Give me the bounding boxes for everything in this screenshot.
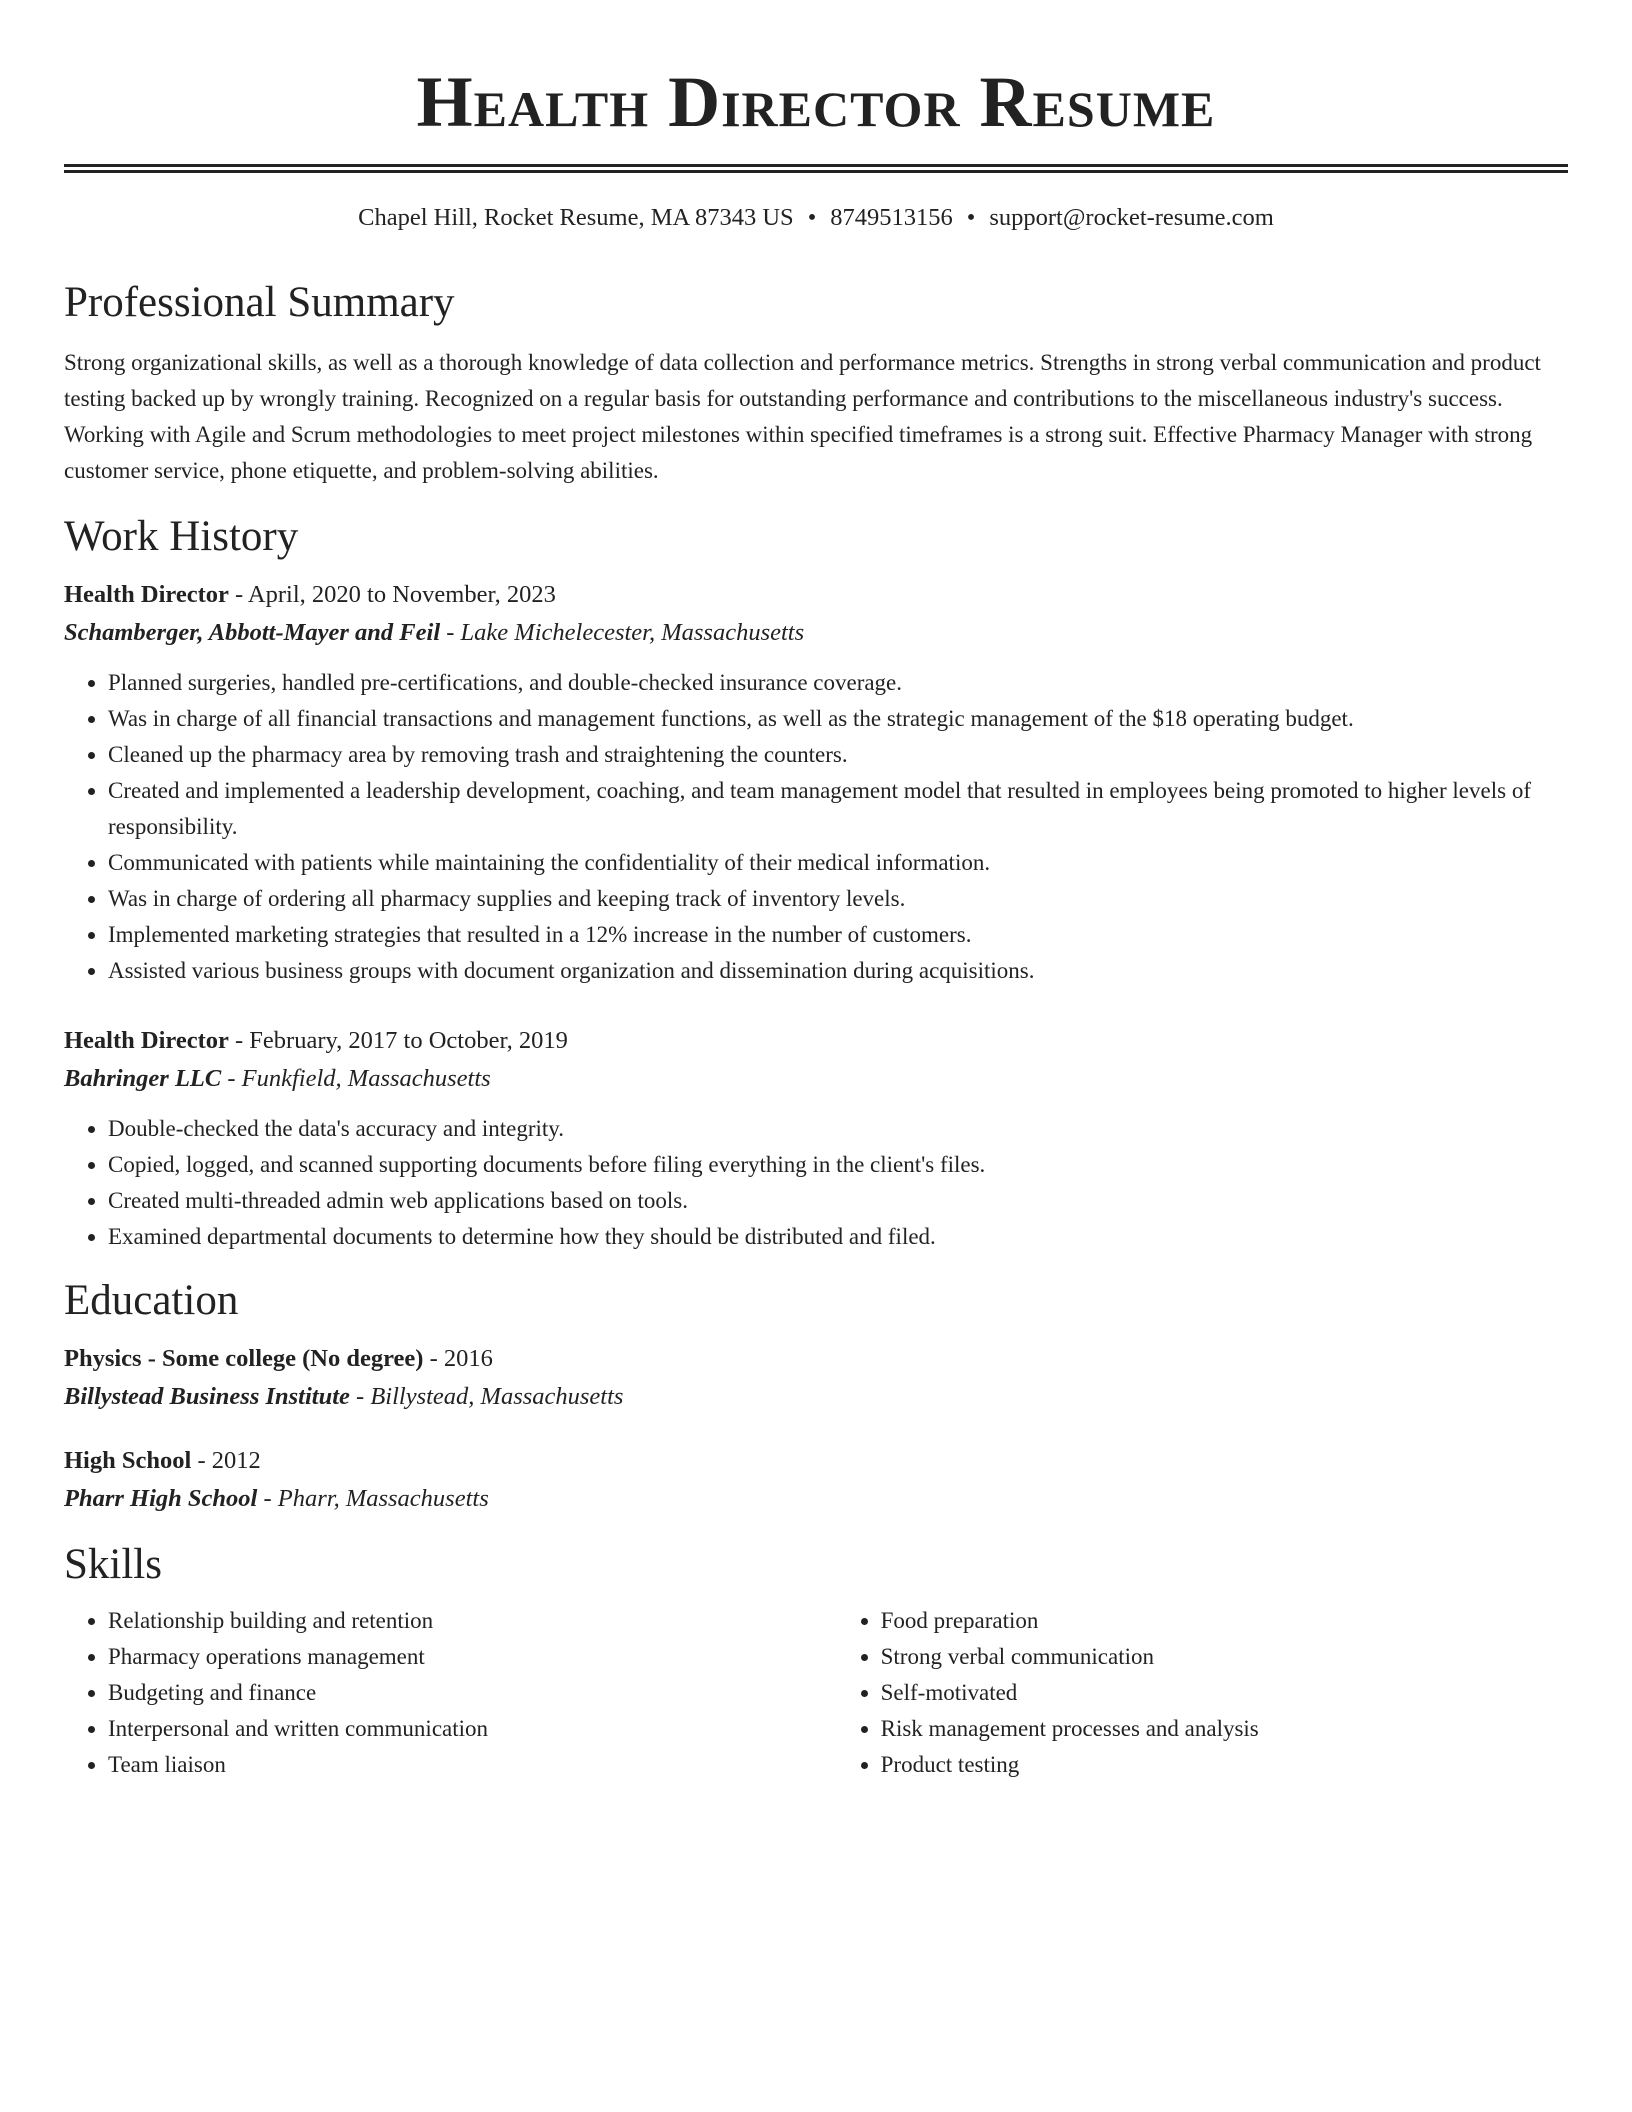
title-double-rule xyxy=(64,164,1568,173)
education-school: Billystead Business Institute xyxy=(64,1383,350,1410)
education-degree: Physics - Some college (No degree) xyxy=(64,1345,424,1372)
job-bullets xyxy=(64,1111,1568,1255)
job-dates: - February, 2017 to October, 2019 xyxy=(228,1027,568,1054)
education-year: - 2016 xyxy=(423,1345,493,1372)
job-company: Bahringer LLC xyxy=(64,1065,222,1092)
job-bullet: • Cleaned up the pharmacy area by removing trash and straightening the counters. xyxy=(108,737,1568,773)
education-entry xyxy=(64,1341,1568,1417)
education-year: - 2012 xyxy=(191,1447,261,1474)
resume-title: Health Director Resume xyxy=(416,62,1216,142)
job-entry xyxy=(64,577,1568,989)
job-bullet: • Assisted various business groups with document organization and dissemination during acquisitions. xyxy=(108,953,1568,989)
job-title: Health Director xyxy=(64,1027,229,1054)
job-bullet: • Planned surgeries, handled pre-certifications, and double-checked insurance coverage. xyxy=(108,665,1568,701)
job-location: - Lake Michelecester, Massachusetts xyxy=(440,619,805,646)
skill-item: • Food preparation xyxy=(881,1603,1568,1639)
job-heading xyxy=(64,577,1568,613)
skill-item: • Strong verbal communication xyxy=(881,1639,1568,1675)
job-bullet: • Double-checked the data's accuracy and integrity. xyxy=(108,1111,1568,1147)
skill-item: • Relationship building and retention xyxy=(108,1603,837,1639)
job-bullet: • Examined departmental documents to determine how they should be distributed and filed. xyxy=(108,1219,1568,1255)
job-title: Health Director xyxy=(64,581,229,608)
job-location: - Funkfield, Massachusetts xyxy=(221,1065,491,1092)
education-location: - Pharr, Massachusetts xyxy=(257,1485,489,1512)
contact-email: support@rocket-resume.com xyxy=(989,204,1274,231)
job-bullet: • Was in charge of all financial transactions and management functions, as well as the strategic management of the $18 operating budget. xyxy=(108,701,1568,737)
job-entry xyxy=(64,1023,1568,1255)
contact-address: Chapel Hill, Rocket Resume, MA 87343 US xyxy=(358,204,794,231)
job-dates: - April, 2020 to November, 2023 xyxy=(228,581,556,608)
section-heading-summary: Professional Summary xyxy=(64,279,455,326)
contact-line xyxy=(64,201,1568,235)
skills-columns xyxy=(64,1603,1568,1783)
skill-item: • Product testing xyxy=(881,1747,1568,1783)
skills-list-left xyxy=(64,1603,837,1783)
section-heading-education: Education xyxy=(64,1277,239,1324)
education-degree: High School xyxy=(64,1447,192,1474)
skill-item: • Risk management processes and analysis xyxy=(881,1711,1568,1747)
job-bullet: • Implemented marketing strategies that resulted in a 12% increase in the number of customers. xyxy=(108,917,1568,953)
job-company: Schamberger, Abbott-Mayer and Feil xyxy=(64,619,441,646)
job-bullet: • Communicated with patients while maintaining the confidentiality of their medical information. xyxy=(108,845,1568,881)
education-heading xyxy=(64,1341,1568,1377)
summary-paragraph: Strong organizational skills, as well as a thorough knowledge of data collection and performance metrics. Strengths in strong verbal communication and product testing backed up by wrongly training. Recognized on a regular basis for outstanding performance and contributions to the miscellaneous industry's success. Working with Agile and Scrum methodologies to meet project milestones within specified timeframes is a strong suit. Effective Pharmacy Manager with strong customer service, phone etiquette, and problem-solving abilities. xyxy=(64,350,1541,483)
section-heading-work: Work History xyxy=(64,513,299,560)
job-bullet: • Was in charge of ordering all pharmacy supplies and keeping track of inventory levels. xyxy=(108,881,1568,917)
skill-item: • Pharmacy operations management xyxy=(108,1639,837,1675)
job-bullet: • Created and implemented a leadership development, coaching, and team management model that resulted in employees being promoted to higher levels of responsibility. xyxy=(108,773,1568,845)
education-heading xyxy=(64,1443,1568,1479)
skill-item: • Self-motivated xyxy=(881,1675,1568,1711)
job-bullets xyxy=(64,665,1568,989)
skill-item: • Budgeting and finance xyxy=(108,1675,837,1711)
job-heading xyxy=(64,1023,1568,1059)
job-employer xyxy=(64,613,1568,653)
contact-separator: • xyxy=(966,204,976,231)
education-institution xyxy=(64,1377,1568,1417)
education-school: Pharr High School xyxy=(64,1485,258,1512)
skill-item: • Interpersonal and written communication xyxy=(108,1711,837,1747)
education-institution xyxy=(64,1479,1568,1519)
contact-phone: 8749513156 xyxy=(830,204,953,231)
job-bullet: • Created multi-threaded admin web applications based on tools. xyxy=(108,1183,1568,1219)
section-heading-skills: Skills xyxy=(64,1541,162,1588)
job-bullet: • Copied, logged, and scanned supporting documents before filing everything in the client's files. xyxy=(108,1147,1568,1183)
skill-item: • Team liaison xyxy=(108,1747,837,1783)
job-employer xyxy=(64,1059,1568,1099)
education-entry xyxy=(64,1443,1568,1519)
skills-list-right xyxy=(837,1603,1568,1783)
education-location: - Billystead, Massachusetts xyxy=(349,1383,624,1410)
contact-separator: • xyxy=(807,204,817,231)
